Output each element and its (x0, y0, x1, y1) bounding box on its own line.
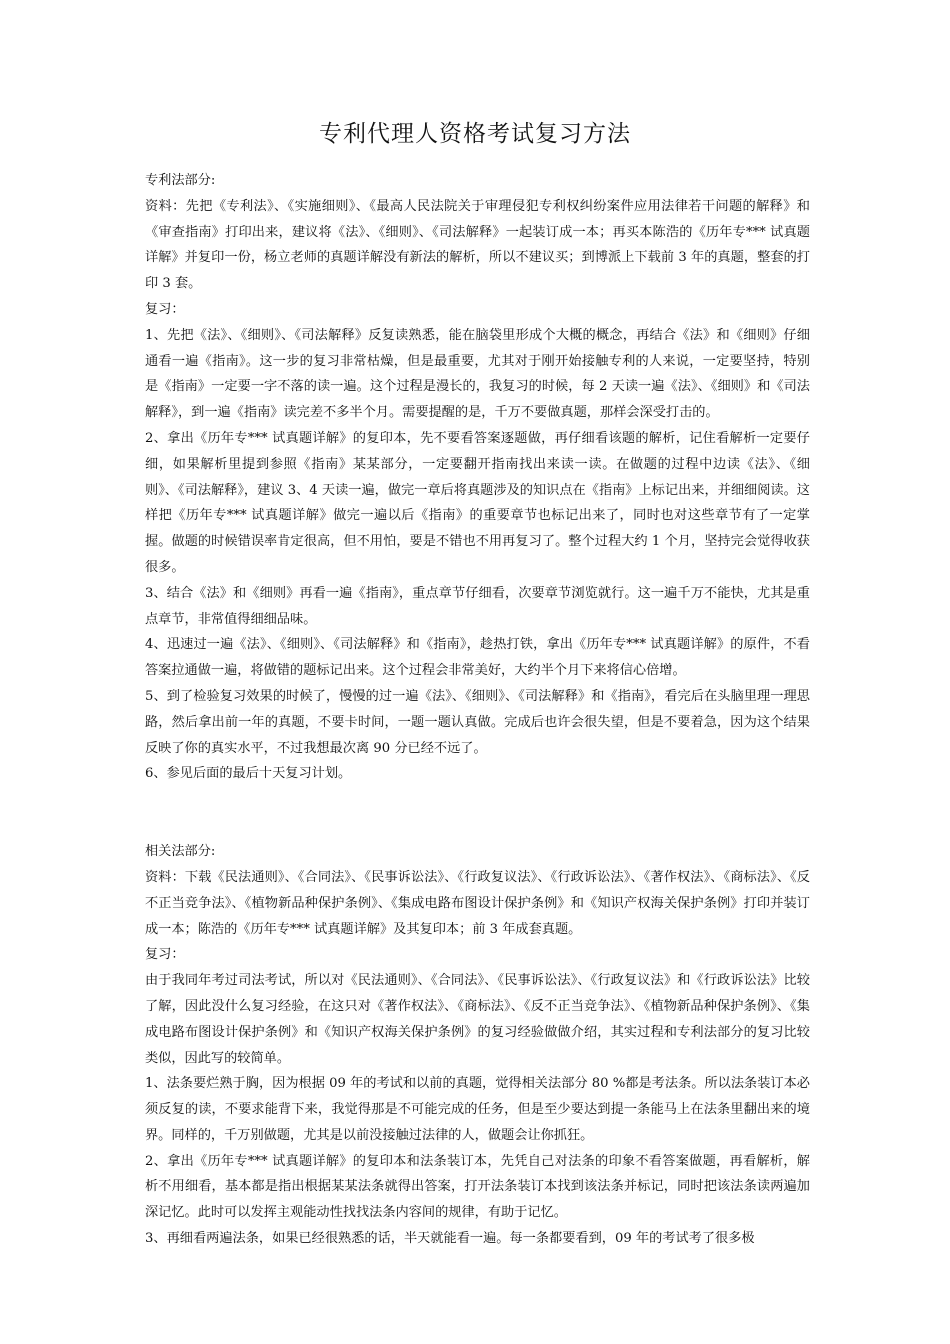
related-intro-paragraph: 由于我同年考过司法考试，所以对《民法通则》、《合同法》、《民事诉讼法》、《行政复议法》和《行政诉讼法》比较了解，因此没什么复习经验，在这只对《著作权法》、《商标法》、《反不正当竞争法》、《植物新品种保护条例》、《集成电路布图设计保护条例》和《知识产权海关保护条例》的复习经验做做介绍，其实过程和专利法部分的复习比较类似，因此写的较简单。 (145, 973, 810, 1066)
section-spacer (145, 787, 810, 813)
related-review-label: 复习： (145, 947, 185, 963)
related-step-3: 3、再细看两遍法条，如果已经很熟悉的话，半天就能看一遍。每一条都要看到，09 年的考试考了很多极 (145, 1231, 755, 1247)
related-step-2: 2、拿出《历年专*** 试真题详解》的复印本和法条装订本，先凭自己对法条的印象不看答案做题，再看解析，解析不用细看，基本都是指出根据某某法条就得出答案，打开法条装订本找到该法条并标记，同时把该法条读两遍加深记忆。此时可以发挥主观能动性找找法条内容间的规律，有助于记忆。 (145, 1153, 810, 1221)
patent-section-heading: 专利法部分: (145, 173, 216, 188)
patent-step-1: 1、先把《法》、《细则》、《司法解释》反复读熟悉，能在脑袋里形成个大概的概念，再结合《法》和《细则》仔细通看一遍《指南》。这一步的复习非常枯燥，但是最重要，尤其对于刚开始接触专利的人来说，一定要坚持，特别是《指南》一定要一字不落的读一遍。这个过程是漫长的，我复习的时候，每 2 天读一遍《法》、《细则》和《司法解释》，到一遍《指南》读完差不多半个月。需要提醒的是，千万不要做真题，那样会深受打击的。 (145, 327, 810, 421)
patent-materials-paragraph: 资料：先把《专利法》、《实施细则》、《最高人民法院关于审理侵犯专利权纠纷案件应用法律若干问题的解释》和《审查指南》打印出来，建议将《法》、《细则》、《司法解释》一起装订成一本；再买本陈浩的《历年专*** 试真题详解》并复印一份，杨立老师的真题详解没有新法的解析，所以不建议买；到博派上下载前 3 年的真题，整套的打印 3 套。 (145, 198, 810, 292)
patent-review-label: 复习： (145, 301, 185, 317)
patent-step-5: 5、到了检验复习效果的时候了，慢慢的过一遍《法》、《细则》、《司法解释》和《指南》，看完后在头脑里理一理思路，然后拿出前一年的真题，不要卡时间，一题一题认真做。完成后也许会很失望，但是不要着急，因为这个结果反映了你的真实水平，不过我想最次离 90 分已经不远了。 (145, 688, 810, 756)
patent-step-3: 3、结合《法》和《细则》再看一遍《指南》，重点章节仔细看，次要章节浏览就行。这一遍千万不能快，尤其是重点章节，非常值得细细品味。 (145, 585, 810, 627)
related-section-heading: 相关法部分: (145, 844, 216, 860)
related-step-1: 1、法条要烂熟于胸，因为根据 09 年的考试和以前的真题，觉得相关法部分 80 %都是考法条。所以法条装订本必须反复的读，不要求能背下来，我觉得那是不可能完成的任务，但是至少要达到提一条能马上在法条里翻出来的境界。同样的，千万别做题，尤其是以前没接触过法律的人，做题会让你抓狂。 (145, 1076, 810, 1143)
document-title: 专利代理人资格考试复习方法 (319, 121, 631, 147)
document-body (145, 168, 810, 1252)
patent-step-4: 4、迅速过一遍《法》、《细则》、《司法解释》和《指南》，趁热打铁，拿出《历年专*** 试真题详解》的原件，不看答案拉通做一遍，将做错的题标记出来。这个过程会非常美好，大约半个月下来将信心倍增。 (145, 637, 810, 679)
patent-step-2: 2、拿出《历年专*** 试真题详解》的复印本，先不要看答案逐题做，再仔细看该题的解析，记住看解析一定要仔细，如果解析里提到参照《指南》某某部分，一定要翻开指南找出来读一读。在做题的过程中边读《法》、《细则》、《司法解释》，建议 3、4 天读一遍，做完一章后将真题涉及的知识点在《指南》上标记出来，并细细阅读。这样把《历年专*** 试真题详解》做完一遍以后《指南》的重要章节也标记出来了，同时也对这些章节有了一定掌握。做题的时候错误率肯定很高，但不用怕，要是不错也不用再复习了。整个过程大约 1 个月，坚持完会觉得收获很多。 (145, 430, 810, 575)
section-spacer (145, 813, 810, 839)
patent-step-6: 6、参见后面的最后十天复习计划。 (145, 766, 352, 782)
related-materials-paragraph: 资料：下载《民法通则》、《合同法》、《民事诉讼法》、《行政复议法》、《行政诉讼法》、《著作权法》、《商标法》、《反不正当竞争法》、《植物新品种保护条例》、《集成电路布图设计保护条例》和《知识产权海关保护条例》打印并装订成一本；陈浩的《历年专*** 试真题详解》及其复印本；前 3 年成套真题。 (145, 869, 810, 937)
